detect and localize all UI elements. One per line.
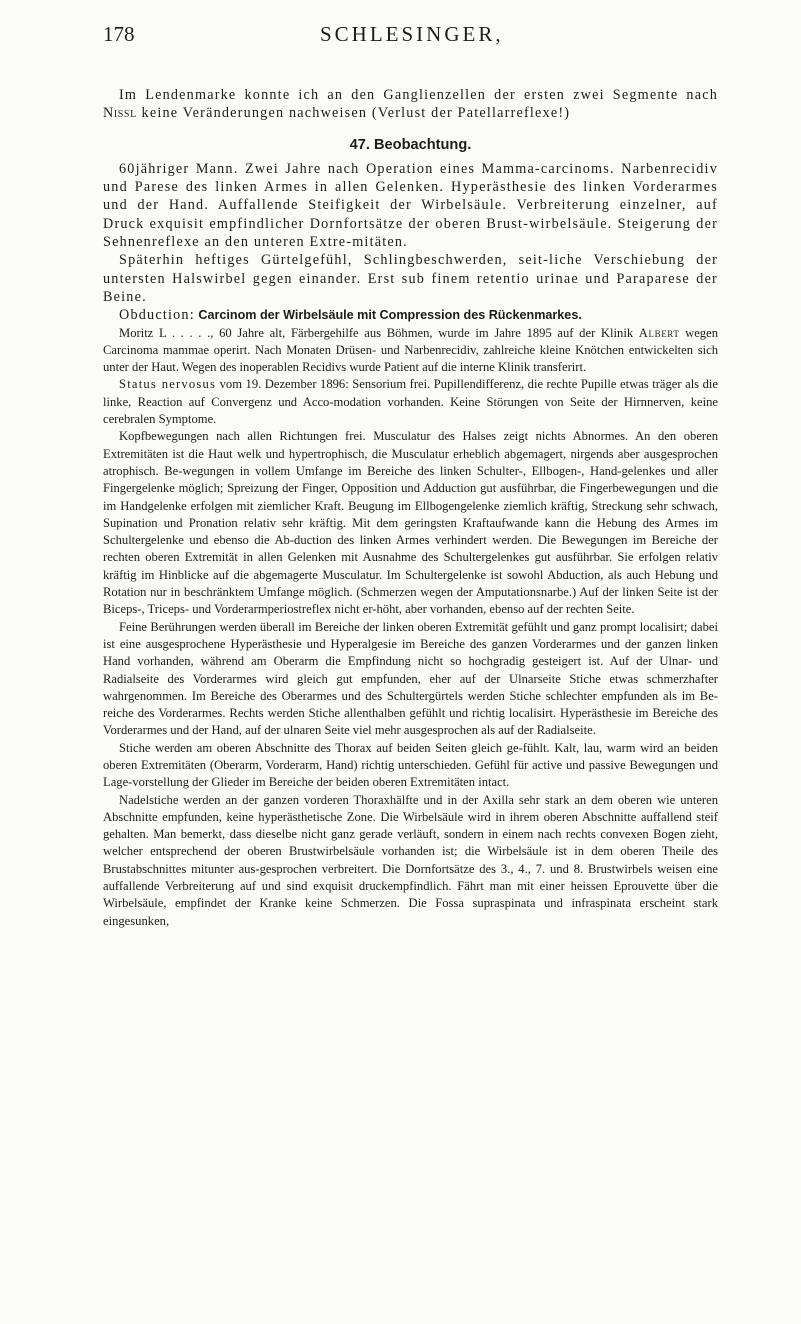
thorax-paragraph: Stiche werden am oberen Abschnitte des Thorax auf beiden Seiten gleich ge-fühlt. Kalt, lau, warm wird an beiden oberen Extremitäten (Oberarm, Vorderarm, Hand) richtig unterschieden. Gefühl für active und passive Bewegungen und Lage-vorstellung der Glieder im Bereiche der beiden oberen Extremitäten intact.: [103, 740, 718, 790]
history-paragraph: [103, 325, 718, 377]
obduction-diagnosis: Carcinom der Wirbelsäule mit Compression des Rückenmarkes.: [198, 308, 582, 323]
status-paragraph: [103, 376, 718, 428]
intro-text-b: keine Veränderungen nachweisen (Verlust der Patellarreflexe!): [136, 105, 571, 122]
intro-paragraph: [103, 86, 718, 123]
intro-text-a: Im Lendenmarke konnte ich an den Ganglienzellen der ersten zwei Segmente nach: [119, 87, 718, 103]
status-text: vom 19. Dezember 1896: Sensorium frei. Pupillendifferenz, die rechte Pupille etwas träger als die linke, Reaction auf Convergenz und Acco-modation vorhanden. Keine Störungen von Seite der Hirnnerven, keine cerebralen Symptome.: [103, 377, 718, 427]
sensory-paragraph: Feine Berührungen werden überall im Bereiche der linken oberen Extremität gefühlt und ganz prompt localisirt; dabei ist eine ausgesprochene Hyperästhesie und Hyperalgesie im Bereiche des ganzen Vorderarmes und der ganzen linken Hand vorhanden, während am Oberarm die Empfindung nicht so hochgradig gesteigert ist. Auf der Ulnar- und Radialseite des Vorderarmes wird gleich gut empfunden, eher auf der Ulnarseite Stiche etwas schmerzhafter wahrgenommen. Im Bereiche des Oberarmes und des Schultergürtels werden Stiche schlechter empfunden als im Be-reiche des Vorderarmes. Rechts werden Stiche allenthalben gefühlt und richtig localisirt. Hyperästhesie im Bereiche des Vorderarmes und der Hand, auf der ulnaren Seite viel mehr ausgesprochen als auf der Radialseite.: [103, 619, 718, 738]
summary-paragraph-1: 60jähriger Mann. Zwei Jahre nach Operation eines Mamma-carcinoms. Narbenrecidiv und Parese des linken Armes in allen Gelenken. Hyperästhesie des linken Vorderarmes und der Hand. Auffallende Steifigkeit der Wirbelsäule. Verbreiterung einzelner, auf Druck exquisit empfindlicher Dornfortsätze der oberen Brust-wirbelsäule. Steigerung der Sehnenreflexe an den unteren Extre-mitäten.: [103, 160, 718, 251]
motor-paragraph: Kopfbewegungen nach allen Richtungen frei. Musculatur des Halses zeigt nichts Abnormes. An den oberen Extremitäten ist die Haut welk und hypertrophisch, die Musculatur erheblich abgemagert, nirgends aber ausgesprochen atrophisch. Be-wegungen in vollem Umfange im Bereiche des linken Schulter-, Ellbogen-, Hand-gelenkes und aller Fingergelenke möglich; Spreizung der Finger, Opposition und Adduction gut ausführbar, die Fingerbewegungen und die im Handgelenke erfolgen mit ziemlicher Kraft. Beugung im Ellbogengelenke ziemlich kräftig, Streckung sehr schwach, Supination und Pronation relativ sehr kräftig. Mit dem geringsten Kraftaufwande kann die Hebung des Armes im Schultergelenke und ebenso die Ab-duction des linken Armes verhindert werden. Die Bewegungen im Bereiche der rechten oberen Extremität in allen Gelenken mit Ausnahme des Schultergelenkes gut ausführbar. Sie erfolgen relativ kräftig im Hinblicke auf die abgemagerte Musculatur. Im Schultergelenke ist sowohl Abduction, als auch Hebung und Rotation nur in beschränktem Umfange möglich. (Schmerzen wegen der Amputationsnarbe.) Auf der linken Seite ist der Biceps-, Triceps- und Vorderarmperiostreflex nicht er-höht, aber vorhanden, ebenso auf der rechten Seite.: [103, 429, 718, 617]
page-body: [103, 86, 718, 930]
case-report: [103, 325, 718, 930]
spine-paragraph: Nadelstiche werden an der ganzen vorderen Thoraxhälfte und in der Axilla sehr stark an dem oberen wie unteren Abschnitte empfunden, keine hyperästhetische Zone. Die Wirbelsäule wird in ihrem oberen Abschnitte auffallend steif gehalten. Man bemerkt, dass dieselbe nicht ganz gerade verläuft, sondern in einem nach rechts convexen Bogen zieht, welcher entsprechend der oberen Brustwirbelsäule vorhanden ist; die Wirbelsäule ist in dem oberen Theile des Brustabschnittes mitunter aus-gesprochen verbreitert. Die Dornfortsätze des 3., 4., 7. und 8. Brustwirbels weisen eine auffallende Verbreiterung auf und sind exquisit druckempfindlich. Fährt man mit einer heissen Eprouvette über die Wirbelsäule, empfindet der Kranke keine Schmerzen. Die Fossa supraspinata und infraspinata erscheint stark eingesunken,: [103, 792, 718, 928]
history-text-a: Moritz L . . . . ., 60 Jahre alt, Färbergehilfe aus Böhmen, wurde im Jahre 1895 auf der Klinik: [119, 325, 639, 340]
page-number: 178: [103, 22, 135, 46]
clinic-albert: Albert: [638, 325, 680, 340]
history-text-b: wegen Carcinoma mammae operirt. Nach Monaten Drüsen- und Narbenrecidiv, zahlreiche kleine Knötchen entwickelten sich unter der Haut. Wegen des inoperablen Recidivs wurde Patient auf die interne Klinik transferirt.: [103, 325, 718, 375]
obduction-label: Obduction:: [119, 307, 195, 324]
page-header: [0, 0, 801, 60]
author-nissl: Nissl: [103, 105, 137, 122]
running-head: SCHLESINGER,: [320, 22, 504, 46]
summary-paragraph-2: Späterhin heftiges Gürtelgefühl, Schlingbeschwerden, seit-liche Verschiebung der untersten Halswirbel gegen einander. Erst sub finem retentio urinae und Paraparese der Beine.: [103, 252, 718, 305]
status-label: Status nervosus: [119, 377, 217, 392]
obduction-line: [103, 306, 718, 324]
observation-heading: 47. Beobachtung.: [349, 136, 472, 153]
